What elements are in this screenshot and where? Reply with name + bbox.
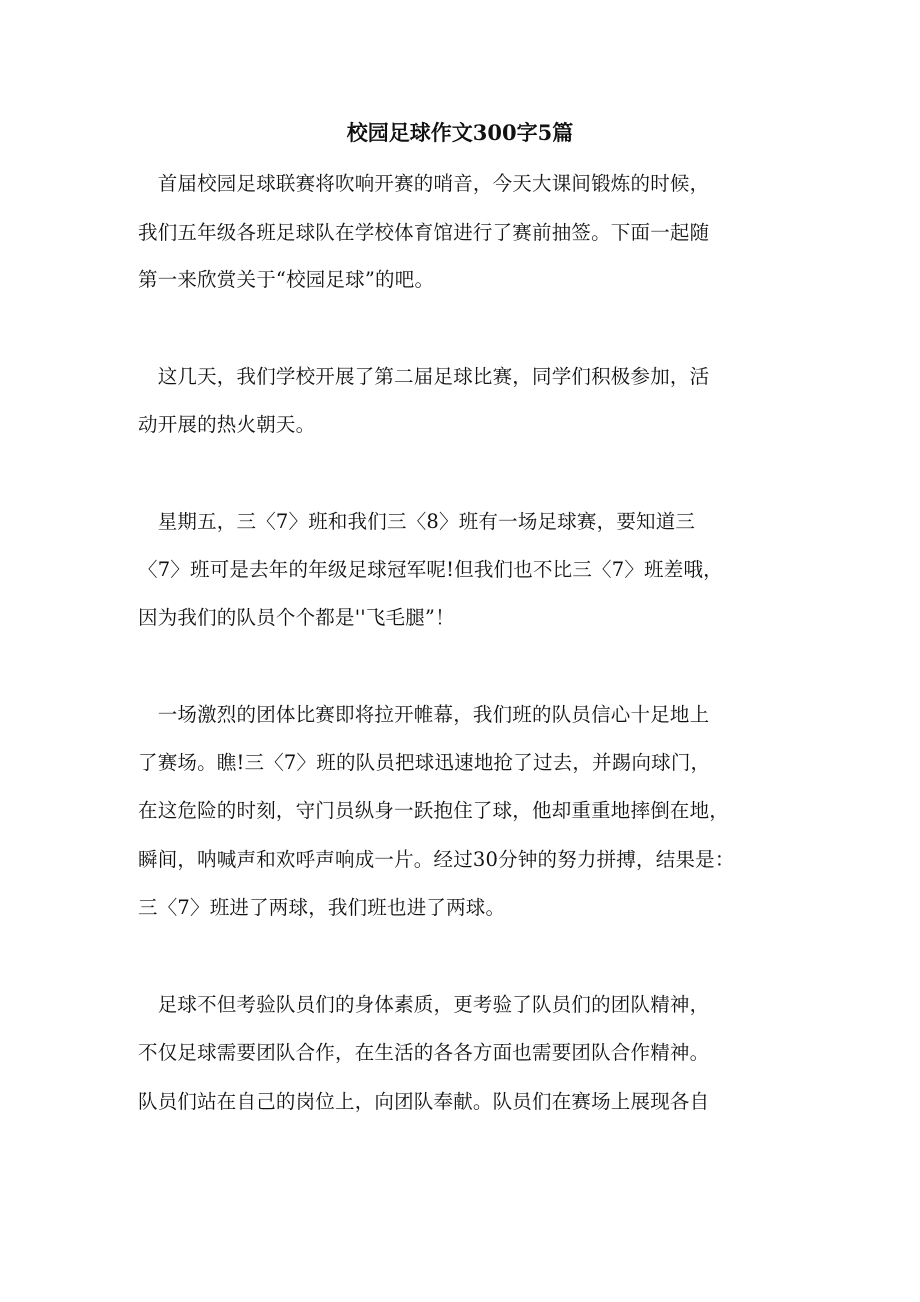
paragraph-3-line-3: 因为我们的队员个个都是''飞毛腿”！	[138, 606, 455, 629]
paragraph-2-line-1: 这几天，我们学校开展了第二届足球比赛，同学们积极参加，活	[138, 365, 710, 388]
paragraph-4-line-5: 三〈7〉班进了两球，我们班也进了两球。	[138, 896, 506, 919]
paragraph-4-line-2: 了赛场。瞧!三〈7〉班的队员把球迅速地抢了过去，并踢向球门，	[138, 751, 711, 774]
paragraph-4-line-3: 在这危险的时刻，守门员纵身一跃抱住了球，他却重重地摔倒在地，	[138, 799, 730, 822]
paragraph-1-line-1: 首届校园足球联赛将吹响开赛的哨音，今天大课间锻炼的时候，	[138, 172, 710, 195]
page-title: 校园足球作文300字5篇	[346, 120, 574, 145]
paragraph-5-line-3: 队员们站在自己的岗位上，向团队奉献。队员们在赛场上展现各自	[138, 1090, 710, 1113]
paragraph-3-line-1: 星期五，三〈7〉班和我们三〈8〉班有一场足球赛，要知道三	[138, 510, 696, 533]
paragraph-4-line-4: 瞬间，呐喊声和欢呼声响成一片。经过30分钟的努力拼搏，结果是：	[138, 848, 735, 871]
paragraph-5-line-1: 足球不但考验队员们的身体素质，更考验了队员们的团队精神，	[138, 993, 710, 1016]
paragraph-1-line-2: 我们五年级各班足球队在学校体育馆进行了赛前抽签。下面一起随	[138, 221, 710, 244]
paragraph-4-line-1: 一场激烈的团体比赛即将拉开帷幕，我们班的队员信心十足地上	[138, 703, 710, 726]
paragraph-3-line-2: 〈7〉班可是去年的年级足球冠军呢!但我们也不比三〈7〉班差哦，	[138, 558, 723, 581]
paragraph-2-line-2: 动开展的热火朝天。	[138, 413, 316, 436]
paragraph-1-line-3: 第一来欣赏关于“校园足球”的吧。	[138, 268, 435, 291]
paragraph-5-line-2: 不仅足球需要团队合作，在生活的各各方面也需要团队合作精神。	[138, 1041, 710, 1064]
